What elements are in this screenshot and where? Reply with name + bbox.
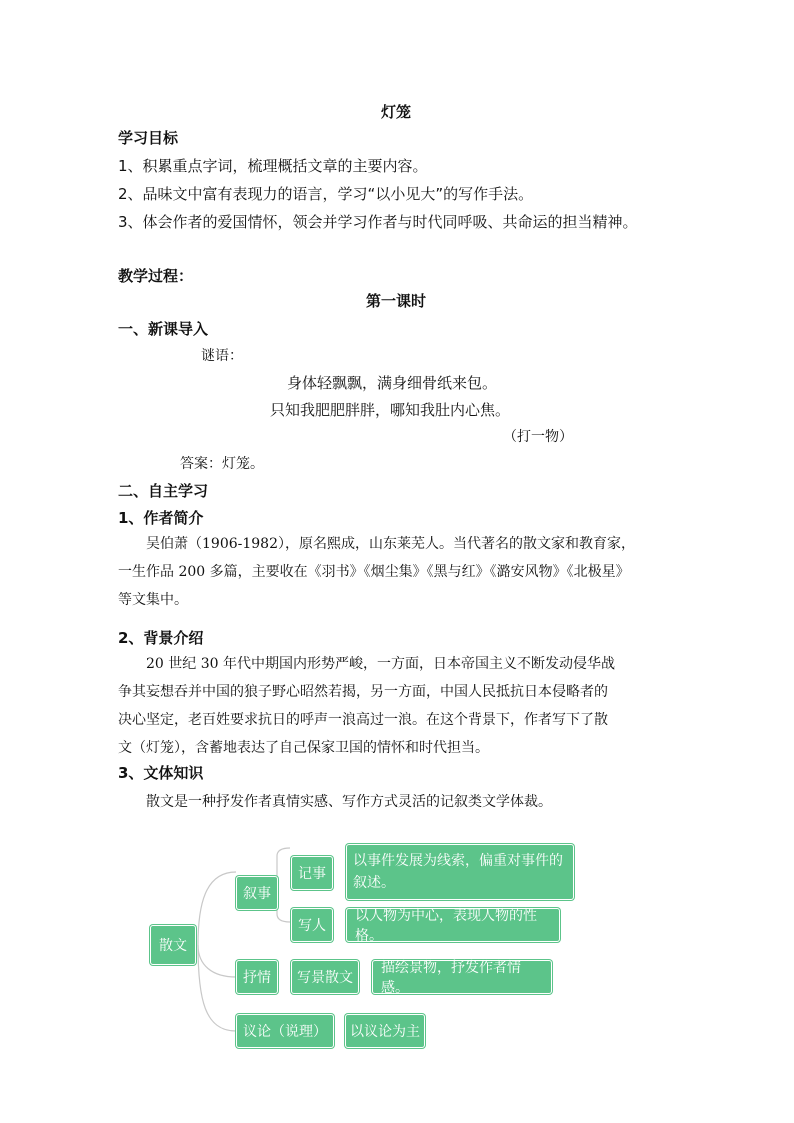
background-heading: 2、背景介绍 xyxy=(118,629,204,647)
background-line-2: 争其妄想吞并中国的狼子野心昭然若揭，另一方面，中国人民抵抗日本侵略者的 xyxy=(118,684,608,700)
connector-narrative-event xyxy=(277,848,290,893)
diagram-record-event-node: 记事 xyxy=(291,856,333,890)
process-heading: 教学过程： xyxy=(118,267,194,285)
background-line-3: 决心坚定，老百姓要求抗日的呼声一浪高过一浪。在这个背景下，作者写下了散 xyxy=(118,712,608,728)
goal-item-2: 2、品味文中富有表现力的语言，学习“以小见大”的写作手法。 xyxy=(118,185,534,203)
connector-root-narrative xyxy=(198,872,236,945)
author-line-3: 等文集中。 xyxy=(118,592,188,608)
author-heading: 1、作者简介 xyxy=(118,509,204,527)
riddle-label: 谜语： xyxy=(201,348,243,364)
diagram-narrative-node: 叙事 xyxy=(236,876,278,910)
connector-root-lyric xyxy=(198,945,236,977)
riddle-answer: 答案：灯笼。 xyxy=(180,456,264,472)
connector-narrative-person xyxy=(277,893,290,922)
diagram-record-person-desc: 以人物为中心，表现人物的性格。 xyxy=(346,908,560,942)
section2-heading: 二、自主学习 xyxy=(118,482,209,500)
goal-item-3: 3、体会作者的爱国情怀，领会并学习作者与时代同呼吸、共命运的担当精神。 xyxy=(118,213,638,231)
diagram-record-event-desc xyxy=(346,844,574,900)
page-title: 灯笼 xyxy=(381,103,412,121)
diagram-landscape-desc: 描绘景物，抒发作者情感。 xyxy=(372,960,552,994)
genre-text: 散文是一种抒发作者真情实感、写作方式灵活的记叙类文学体裁。 xyxy=(146,794,552,810)
connector-root-argument xyxy=(198,945,236,1031)
goals-heading: 学习目标 xyxy=(118,129,179,147)
riddle-line-2: 只知我肥肥胖胖，哪知我肚内心焦。 xyxy=(270,401,511,419)
diagram-landscape-node: 写景散文 xyxy=(291,960,359,994)
record-event-desc-text: 以事件发展为线索，偏重对事件的叙述。 xyxy=(353,853,563,891)
section1-heading: 一、新课导入 xyxy=(118,320,209,338)
riddle-line-1: 身体轻飘飘，满身细骨纸来包。 xyxy=(287,374,498,392)
diagram-lyric-node: 抒情 xyxy=(236,960,278,994)
background-line-1: 20 世纪 30 年代中期国内形势严峻，一方面，日本帝国主义不断发动侵华战 xyxy=(146,656,615,672)
background-line-4: 文（灯笼），含蓄地表达了自己保家卫国的情怀和时代担当。 xyxy=(118,740,489,756)
diagram-root-node: 散文 xyxy=(150,925,196,965)
goal-item-1: 1、积累重点字词，梳理概括文章的主要内容。 xyxy=(118,157,428,175)
riddle-hint: （打一物） xyxy=(503,429,573,445)
author-line-1: 吴伯萧（1906-1982），原名熙成，山东莱芜人。当代著名的散文家和教育家， xyxy=(146,536,635,552)
diagram-record-person-node: 写人 xyxy=(291,908,333,942)
lesson-title: 第一课时 xyxy=(366,292,427,310)
diagram-argument-desc: 以议论为主 xyxy=(345,1014,425,1048)
author-line-2: 一生作品 200 多篇，主要收在《羽书》《烟尘集》《黑与红》《潞安风物》《北极星》 xyxy=(118,564,630,580)
genre-heading: 3、文体知识 xyxy=(118,764,204,782)
diagram-argument-node: 议论（说理） xyxy=(236,1014,334,1048)
